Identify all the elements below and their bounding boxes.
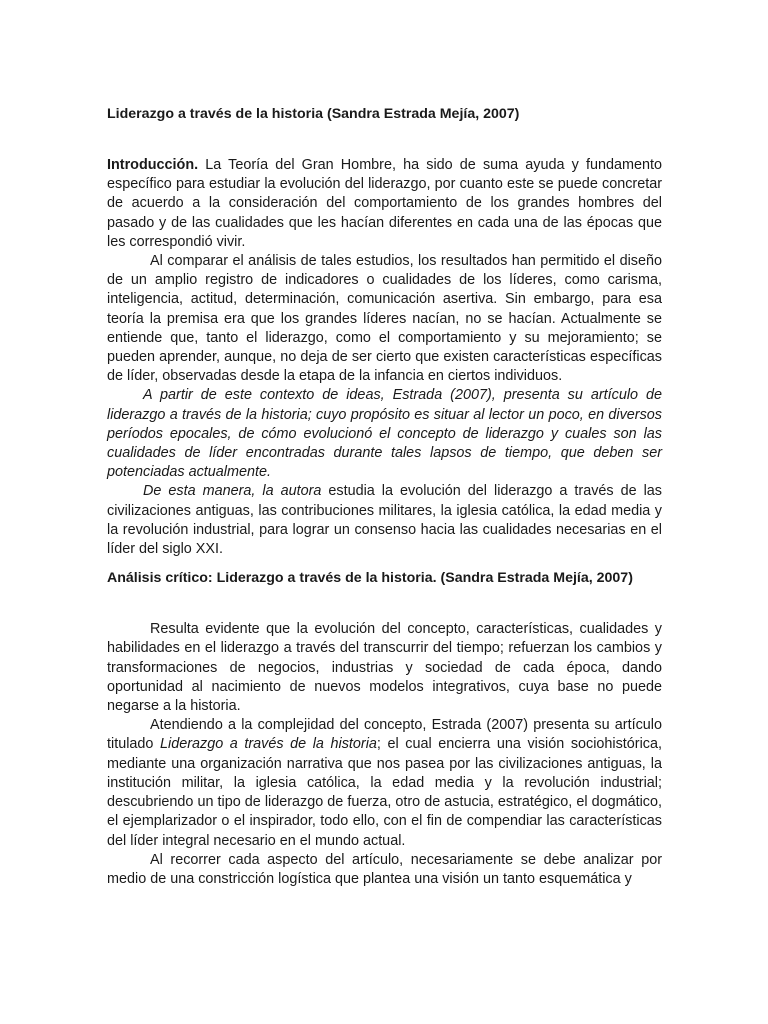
intro-text: La Teoría del Gran Hombre, ha sido de suma ayuda y fundamento específico para estudiar la evolución del liderazgo, por cuanto este se puede concretar de acuerdo a la consideración del comportamiento de los grandes hombres del pasado y de las cualidades que les hacían diferentes en cada una de las épocas que les correspondió vivir. [107,157,662,250]
paragraph-4 [107,482,662,559]
intro-lead: Introducción. [107,157,199,173]
paragraph-3: A partir de este contexto de ideas, Estrada (2007), presenta su artículo de liderazgo a través de la historia; cuyo propósito es situar al lector un poco, en diversos períodos epocales, de cómo evolucionó el concepto de liderazgo y cuales son las cualidades de líder encontradas durante tales lapsos de tiempo, que deben ser potenciadas actualmente. [107,387,662,481]
section-paragraph-2 [107,716,662,850]
paragraph-4-text: estudia la evolución del liderazgo a través de las civilizaciones antiguas, las contribuciones militares, la iglesia católica, la edad media y la revolución industrial, para lograr un consenso hacia las cualidades necesarias en el líder del siglo XXI. [107,483,662,558]
intro-paragraph [107,156,662,252]
document-page [107,104,662,889]
section-title: Análisis crítico: Liderazgo a través de la historia. (Sandra Estrada Mejía, 2007) [107,570,633,587]
paragraph-2: Al comparar el análisis de tales estudios, los resultados han permitido el diseño de un amplio registro de indicadores o cualidades de los líderes, como carisma, inteligencia, actitud, determinación, comunicación asertiva. Sin embargo, para esa teoría la premisa era que los grandes líderes nacían, no se hacían. Actualmente se entiende que, tanto el liderazgo, como el comportamiento y su mejoramiento; se pueden aprender, aunque, no deja de ser cierto que existen características específicas de líder, observadas desde la etapa de la infancia en ciertos individuos. [107,253,662,385]
paragraph-4-italic: De esta manera, la autora [143,483,322,500]
section-paragraph-2-after: ; el cual encierra una visión sociohistórica, mediante una organización narrativa que nos pasea por las civilizaciones antiguas, la institución militar, la iglesia católica, la edad media y la revolución industrial; descubriendo un tipo de liderazgo de fuerza, otro de astucia, estratégico, el dogmático, el ejemplarizador o el inspirador, todo ello, con el fin de compendiar las características del líder integral necesario en el mundo actual. [107,736,662,849]
document-title: Liderazgo a través de la historia (Sandra Estrada Mejía, 2007) [107,106,520,122]
section-paragraph-1: Resulta evidente que la evolución del concepto, características, cualidades y habilidades en el liderazgo a través del transcurrir del tiempo; refuerzan los cambios y transformaciones de negocios, industrias y sociedad de cada época, dando oportunidad al nacimiento de nuevos modelos integrativos, cuya base no puede negarse a la historia. [107,621,662,715]
section-paragraph-2-before: Atendiendo a la complejidad del concepto, Estrada (2007) presenta su artículo titulado [107,717,662,753]
section-paragraph-2-italic: Liderazgo a través de la historia [160,736,377,753]
section-paragraph-3: Al recorrer cada aspecto del artículo, necesariamente se debe analizar por medio de una constricción logística que plantea una visión un tanto esquemática y [107,851,662,887]
